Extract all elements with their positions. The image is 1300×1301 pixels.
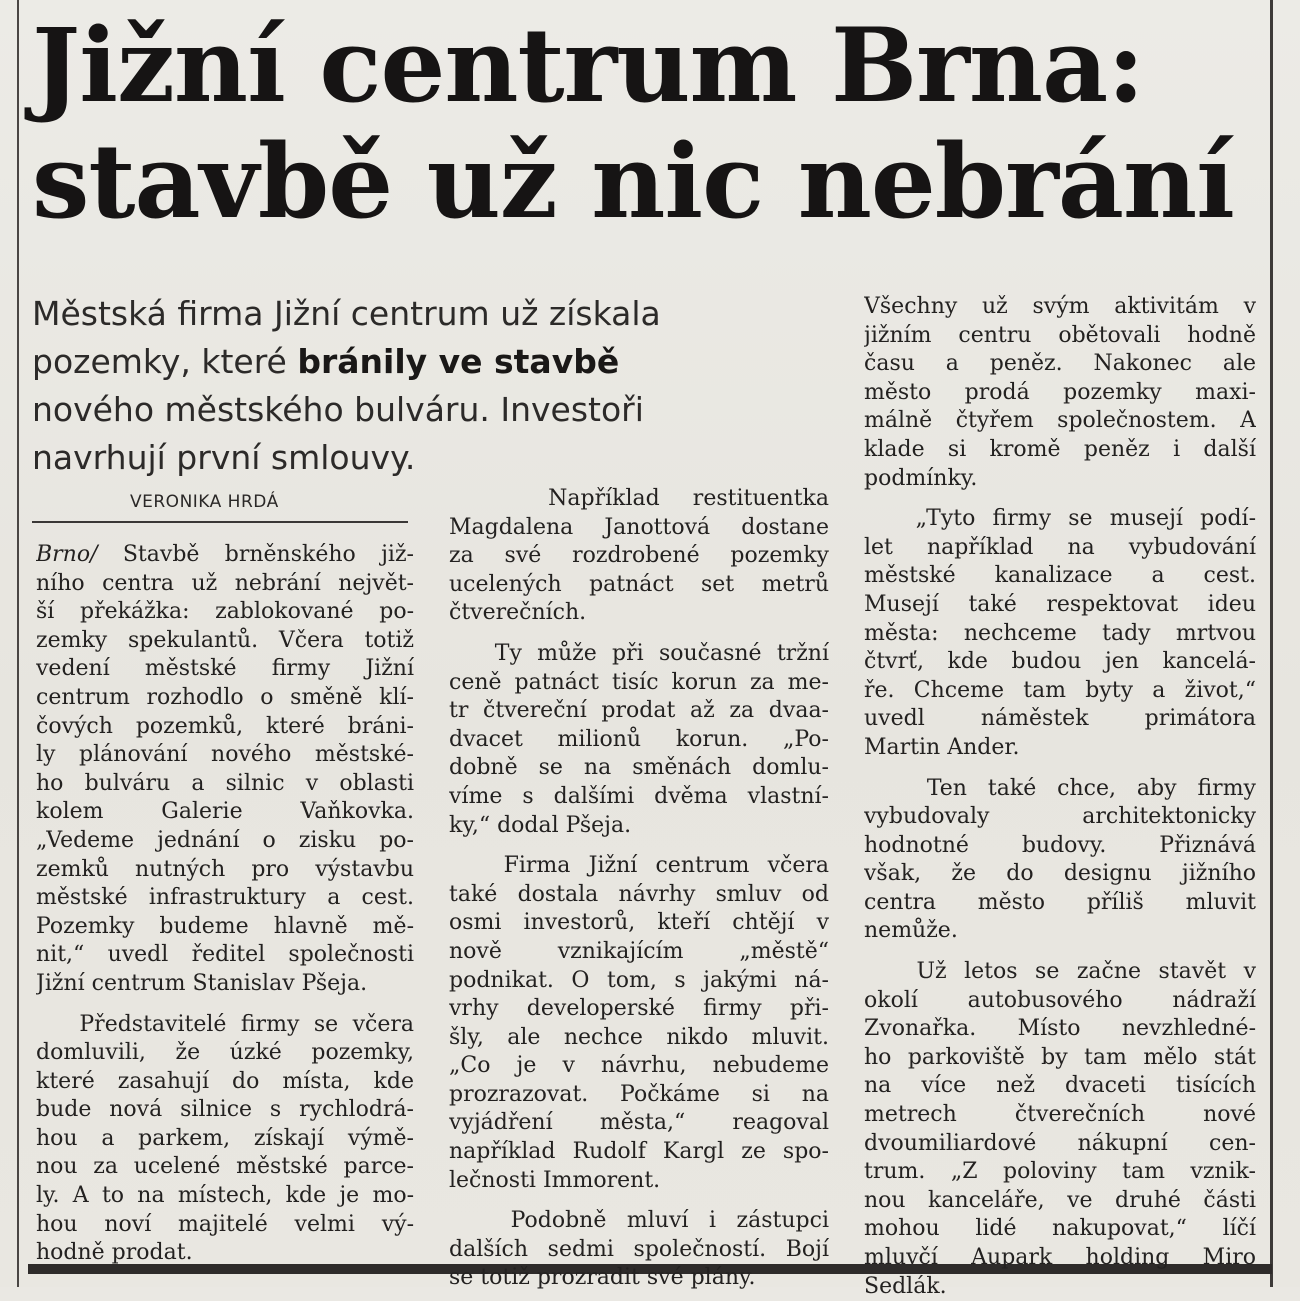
article-line: domluvili, že úzké pozemky, [36,1040,414,1066]
article-line: Představitelé firmy se včera [36,1011,414,1037]
left-column-rule [17,0,19,1287]
article-line: nou kanceláře, ve druhé části [864,1187,1256,1213]
article-line: tr čtvereční prodat až za dvaa- [449,698,829,724]
article-line: Ten také chce, aby firmy [864,775,1256,801]
article-line: vybudovaly architektonicky [864,804,1256,830]
article-line [36,541,414,570]
article-line: čových pozemků, které bráni- [36,713,414,739]
lead-line-3: nového městského bulváru. Investoři [32,390,644,429]
article-line: centra město příliš mluvit [864,889,1256,915]
article-line: město prodá pozemky maxi- [864,379,1256,405]
article-line: městské kanalizace a cest. [864,563,1256,589]
article-line: klade si kromě peněz i další [864,436,1256,462]
article-line: se totiž prozradit své plány. [449,1265,756,1291]
article-line: dobně se na směnách domlu- [449,755,829,781]
article-lead [32,290,842,482]
article-line: vyjádření města,“ reagoval [449,1110,829,1136]
article-line: dvacet milionů korun. „Po- [449,726,829,752]
headline-line-1: Jižní centrum Brna: [32,6,1144,126]
article-line: ního centra už nebrání největ- [36,570,414,596]
article-line: mluvčí Aupark holding Miro [864,1245,1256,1270]
article-line: města: nechceme tady mrtvou [864,620,1256,646]
article-column-2 [449,485,829,1293]
article-line: ucelených patnáct set metrů [449,571,829,597]
article-line: bude nová silnice s rychlodrá- [36,1097,414,1123]
article-line: nit,“ uvedl ředitel společnosti [36,942,414,968]
article-line: například Rudolf Kargl ze spo- [449,1139,829,1165]
article-line: uvedl náměstek primátora [864,706,1256,732]
article-line: nově vznikajícím „městě“ [449,938,829,964]
article-line: ší překážka: zablokované po- [36,599,414,625]
article-line: trum. „Z poloviny tam vznik- [864,1159,1256,1185]
article-line: víme s dalšími dvěma vlastní- [449,783,829,809]
article-line: dvoumiliardové nákupní cen- [864,1130,1256,1156]
article-line: také dostala návrhy smluv od [449,881,829,907]
article-line: které zasahují do místa, kde [36,1068,414,1094]
lead-line-2-text: pozemky, které [32,342,298,381]
headline-line-2: stavbě už nic nebrání [32,122,1234,242]
article-line: ky,“ dodal Pšeja. [449,812,632,838]
article-line: Pozemky budeme hlavně mě- [36,913,414,939]
article-line: metrech čtverečních nové [864,1102,1256,1128]
article-line: „Tyto firmy se musejí podí- [864,506,1256,532]
article-line: zemky spekulantů. Včera totiž [36,627,414,653]
article-line: Zvonařka. Místo nevzhledné- [864,1016,1256,1042]
article-line: ře. Chceme tam byty a život,“ [864,677,1256,703]
byline-rule [32,521,408,523]
article-line: centrum rozhodlo o směně klí- [36,684,414,710]
article-line: nemůže. [864,918,958,944]
article-line: dalších sedmi společností. Bojí [449,1236,829,1262]
article-line: ho parkoviště by tam mělo stát [864,1044,1256,1070]
article-line: čtvrť, kde budou jen kancelá- [864,649,1256,675]
article-line: nou za ucelené městské parce- [36,1154,414,1180]
article-line: hou a parkem, získají výmě- [36,1125,414,1151]
article-line-text: Stavbě brněnského již- [97,542,414,567]
lead-line-4: navrhují první smlouvy. [32,438,416,477]
article-headline [32,8,1268,240]
lead-bold-phrase: bránily ve stavbě [297,342,620,381]
article-line: podnikat. O tom, s jakými ná- [449,967,829,993]
article-column-3 [864,293,1256,1301]
article-line: Například restituentka [449,486,829,511]
right-column-rule [1270,0,1273,1287]
article-line: čtverečních. [449,600,587,626]
article-line: však, že do designu jižního [864,861,1256,887]
article-line: Všechny už svým aktivitám v [864,294,1256,319]
article-line: osmi investorů, kteří chtějí v [449,910,829,936]
article-line: podmínky. [864,465,978,491]
article-line: lečnosti Immorent. [449,1167,661,1193]
article-line: času a peněz. Nakonec ale [864,351,1256,377]
article-line: hodně prodat. [36,1240,193,1266]
dateline: Brno/ [36,542,98,567]
article-line: okolí autobusového nádraží [864,987,1256,1013]
article-line: ceně patnáct tisíc korun za me- [449,669,829,695]
article-line: Musejí také respektovat ideu [864,591,1256,617]
article-line: Podobně mluví i zástupci [449,1208,829,1234]
article-line: málně čtyřem společnostem. A [864,408,1256,434]
article-line: šly, ale nechce nikdo mluvit. [449,1024,829,1050]
article-line: na více než dvaceti tisících [864,1073,1256,1099]
article-line: hodnotné budovy. Přiznává [864,832,1256,858]
article-line: městské infrastruktury a cest. [36,885,414,911]
article-line: „Vedeme jednání o zisku po- [36,827,414,853]
article-line: ly plánování nového městské- [36,742,414,768]
article-line: vedení městské firmy Jižní [36,656,414,682]
article-line: let například na vybudování [864,534,1256,560]
article-line: jižním centru obětovali hodně [864,322,1256,348]
article-line: ho bulváru a silnic v oblasti [36,770,414,796]
author-byline: VERONIKA HRDÁ [130,492,279,512]
article-line: Jižní centrum Stanislav Pšeja. [36,970,368,996]
article-line: Sedlák. [864,1273,947,1299]
article-column-1 [36,541,414,1268]
article-line: Už letos se začne stavět v [864,959,1256,985]
article-line: vrhy developerské firmy při- [449,996,829,1022]
lead-line-2 [32,338,842,386]
article-line: hou noví majitelé velmi vý- [36,1211,414,1237]
article-line: Ty může při současné tržní [449,640,829,666]
article-line: Magdalena Janottová dostane [449,514,829,540]
article-line: Martin Ander. [864,734,1020,760]
article-line: ly. A to na místech, kde je mo- [36,1183,414,1209]
article-line: mohou lidé nakupovat,“ líčí [864,1216,1256,1242]
lead-line-1: Městská firma Jižní centrum už získala [32,294,661,333]
article-line: Firma Jižní centrum včera [449,853,829,879]
article-line: zemků nutných pro výstavbu [36,856,414,882]
article-line: „Co je v návrhu, nebudeme [449,1053,829,1079]
article-line: za své rozdrobené pozemky [449,543,829,569]
article-line: kolem Galerie Vaňkovka. [36,799,414,825]
article-line: prozrazovat. Počkáme si na [449,1081,829,1107]
